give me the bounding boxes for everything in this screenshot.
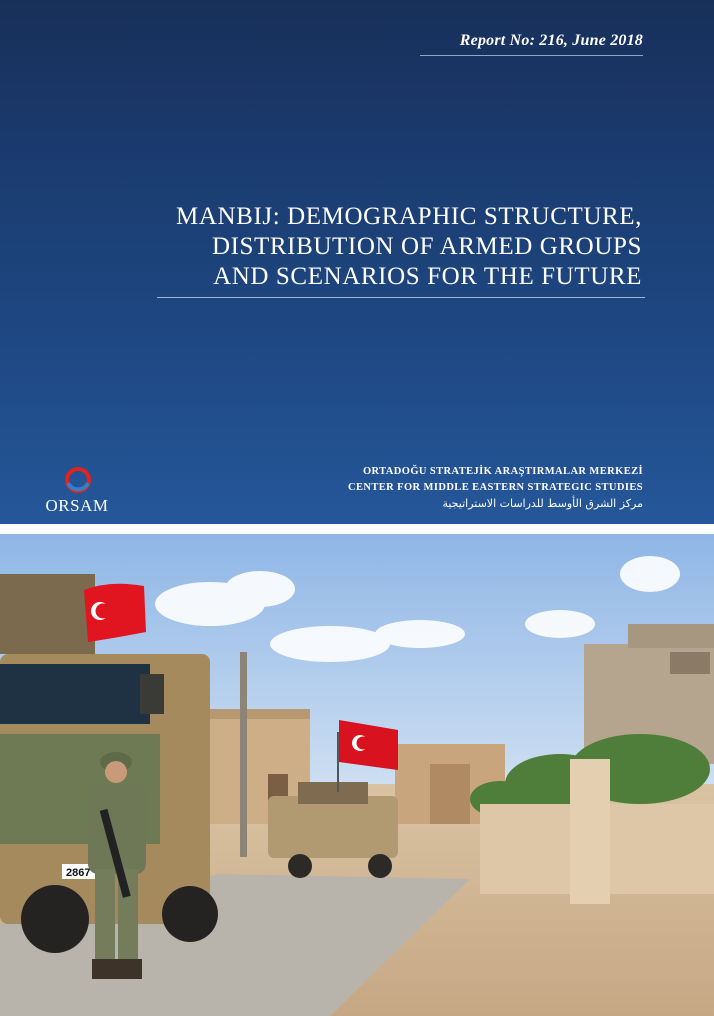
cover-photo-illustration [0,534,714,1016]
orsam-ring-logo-icon [64,466,92,494]
report-title [122,202,642,292]
report-number-date: Report No: 216, June 2018 [459,32,643,49]
title-line-3: AND SCENARIOS FOR THE FUTURE [213,263,642,290]
logo-wordmark: ORSAM [45,496,109,515]
orsam-logo [40,466,114,516]
cover-photo [0,534,714,1016]
organization-block [348,464,643,512]
vehicle-number-plate: 2867 [66,867,91,879]
org-name-turkish: ORTADOĞU STRATEJİK ARAŞTIRMALAR MERKEZİ [362,466,643,477]
org-name-arabic: مركز الشرق الأوسط للدراسات الاستراتيجية [442,497,643,510]
report-divider [420,55,643,56]
title-divider [157,297,645,298]
org-name-english: CENTER FOR MIDDLE EASTERN STRATEGIC STUDIES [347,482,643,493]
photo-separator [0,524,714,534]
title-line-1: MANBIJ: DEMOGRAPHIC STRUCTURE, [176,203,642,230]
title-line-2: DISTRIBUTION OF ARMED GROUPS [211,233,642,260]
utility-pole [240,652,247,857]
